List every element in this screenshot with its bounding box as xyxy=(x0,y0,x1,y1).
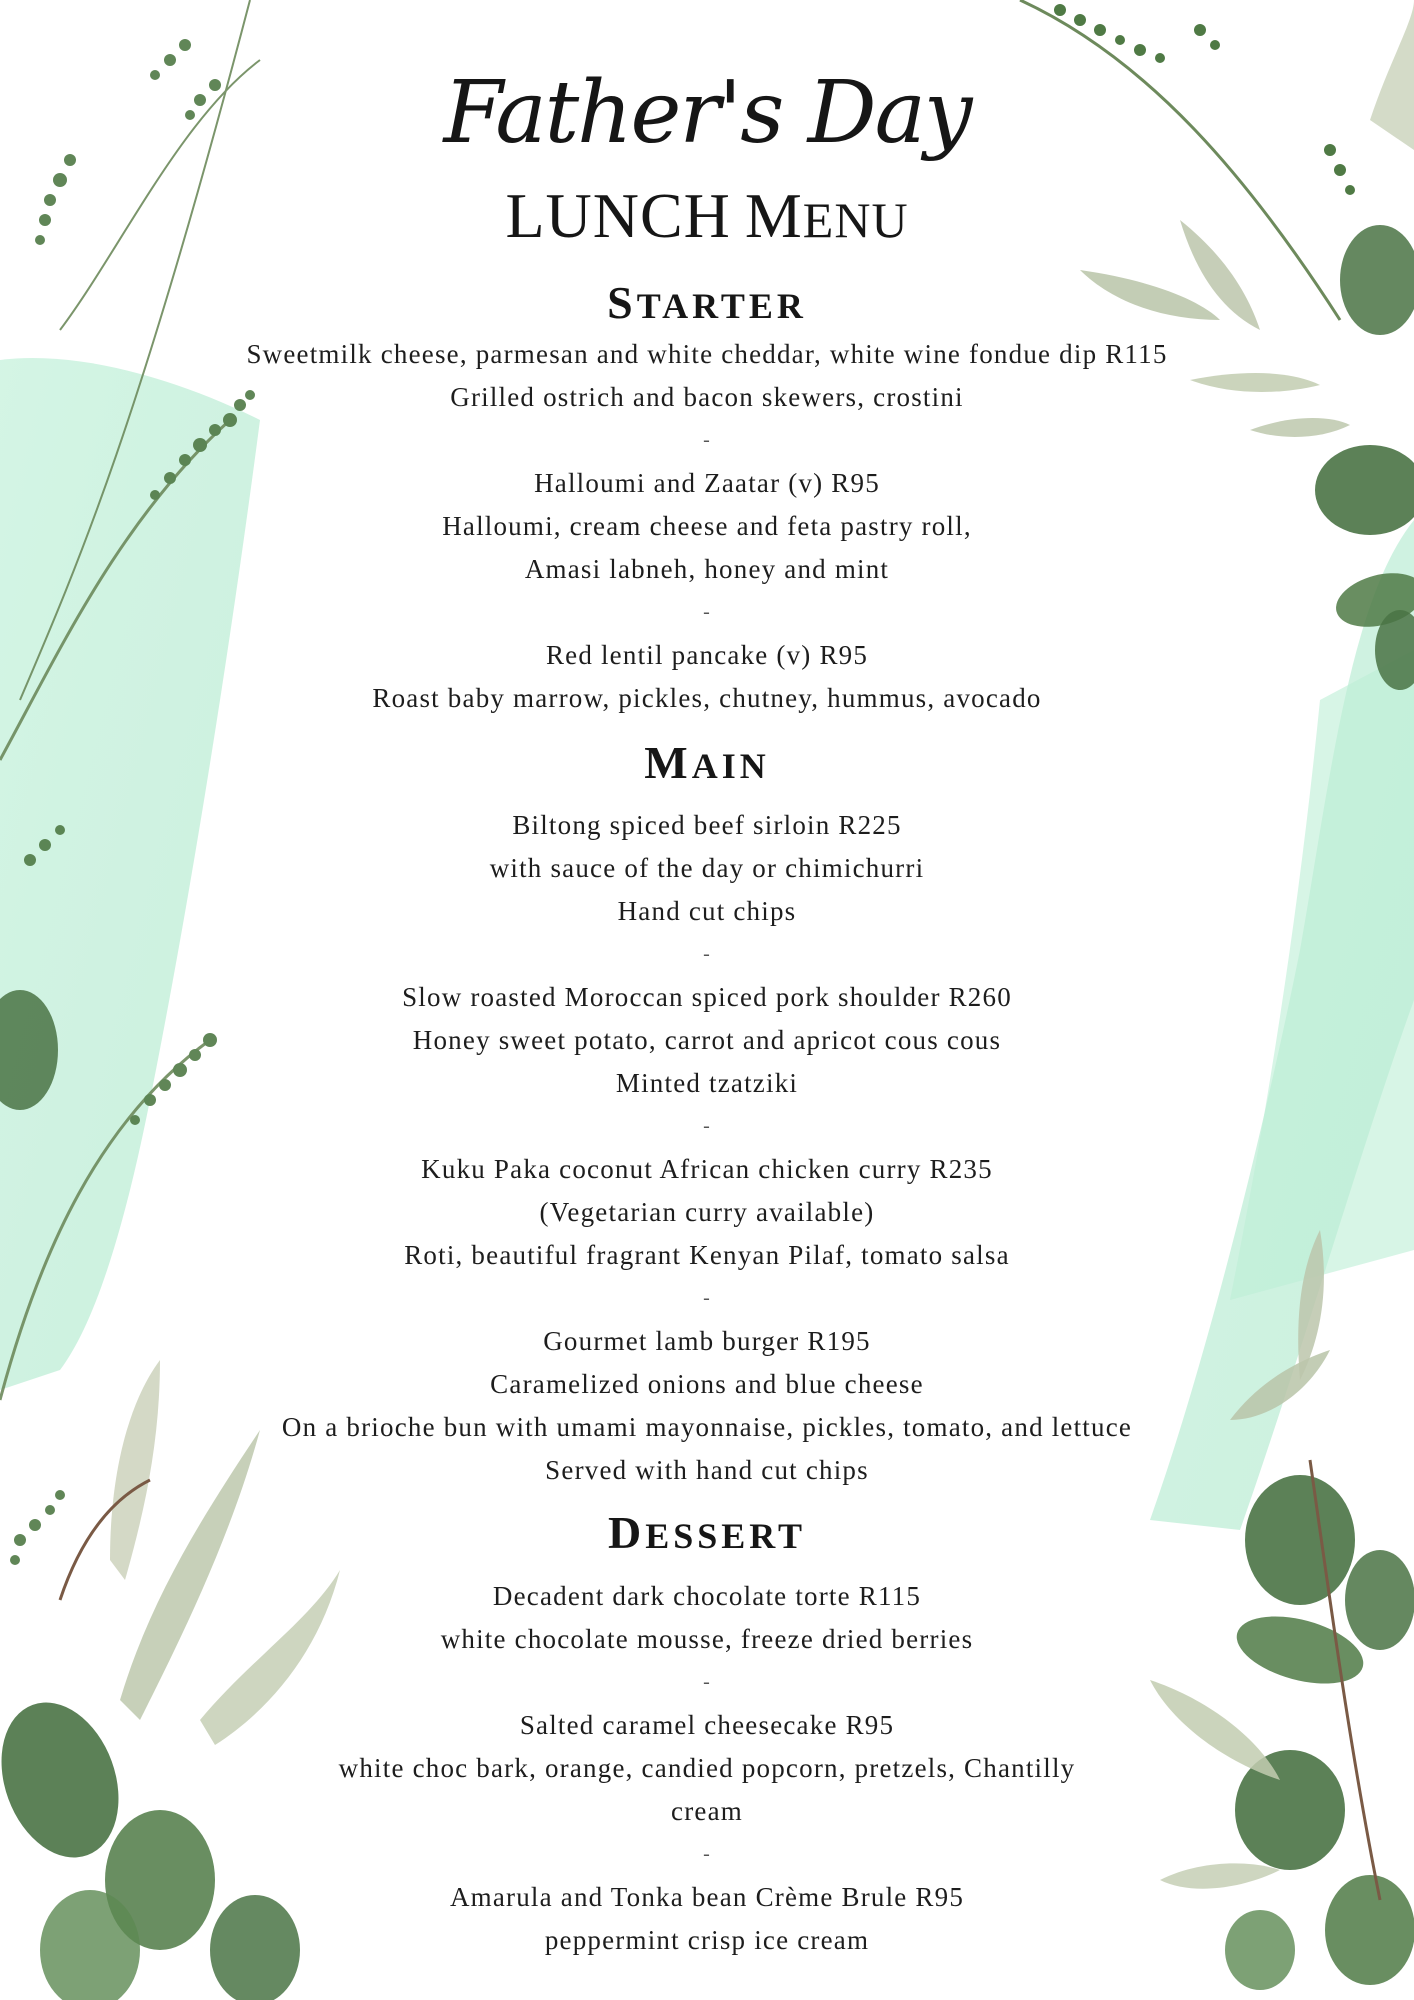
menu-line: Salted caramel cheesecake R95 xyxy=(519,1710,895,1740)
menu-line: Slow roasted Moroccan spiced pork shoulder R260 xyxy=(402,982,1012,1012)
item-separator: - xyxy=(703,429,711,451)
menu-line: Hand cut chips xyxy=(617,896,797,926)
menu-line: Grilled ostrich and bacon skewers, crostini xyxy=(450,382,964,412)
item-separator: - xyxy=(703,1671,711,1693)
item-separator: - xyxy=(703,943,711,965)
dessert-items xyxy=(0,1575,1414,1962)
menu-line: Caramelized onions and blue cheese xyxy=(490,1369,924,1399)
menu-line: Honey sweet potato, carrot and apricot cous cous xyxy=(412,1025,1002,1055)
menu-line: Roti, beautiful fragrant Kenyan Pilaf, tomato salsa xyxy=(404,1240,1010,1270)
menu-line: Gourmet lamb burger R195 xyxy=(543,1326,871,1356)
menu-line: Biltong spiced beef sirloin R225 xyxy=(512,810,902,840)
main-items xyxy=(0,804,1414,1492)
item-separator: - xyxy=(703,1843,711,1865)
menu-script-title: Father's Day xyxy=(443,63,971,163)
menu-subtitle-render: LUNCH MENU xyxy=(505,180,909,251)
menu-subtitle xyxy=(0,178,1414,258)
menu-line: Served with hand cut chips xyxy=(545,1455,869,1485)
menu-line: Sweetmilk cheese, parmesan and white cheddar, white wine fondue dip R115 xyxy=(246,339,1168,369)
menu-line: with sauce of the day or chimichurri xyxy=(489,853,925,883)
menu-line: peppermint crisp ice cream xyxy=(544,1925,870,1955)
item-separator: - xyxy=(703,1115,711,1137)
item-separator: - xyxy=(703,601,711,623)
item-separator: - xyxy=(703,1287,711,1309)
menu-line: cream xyxy=(671,1796,743,1826)
menu-line: (Vegetarian curry available) xyxy=(539,1197,875,1227)
menu-line: Decadent dark chocolate torte R115 xyxy=(492,1581,922,1611)
menu-line: Amasi labneh, honey and mint xyxy=(524,554,890,584)
menu-line: Halloumi, cream cheese and feta pastry roll, xyxy=(442,511,972,541)
menu-line: On a brioche bun with umami mayonnaise, pickles, tomato, and lettuce xyxy=(281,1412,1133,1442)
starter-items xyxy=(0,333,1414,720)
section-title-starter: STARTER xyxy=(607,277,807,328)
menu-line: Roast baby marrow, pickles, chutney, hummus, avocado xyxy=(372,683,1042,713)
section-title-main: MAIN xyxy=(644,737,770,788)
menu-line: Halloumi and Zaatar (v) R95 xyxy=(534,468,880,498)
menu-line: Amarula and Tonka bean Crème Brule R95 xyxy=(449,1882,965,1912)
menu-line: Minted tzatziki xyxy=(615,1068,799,1098)
menu-line: Kuku Paka coconut African chicken curry R235 xyxy=(421,1154,993,1184)
menu-line: white chocolate mousse, freeze dried berries xyxy=(440,1624,974,1654)
section-title-dessert: DESSERT xyxy=(607,1507,807,1558)
menu-line: Red lentil pancake (v) R95 xyxy=(545,640,869,670)
menu-line: white choc bark, orange, candied popcorn, pretzels, Chantilly xyxy=(338,1753,1076,1783)
